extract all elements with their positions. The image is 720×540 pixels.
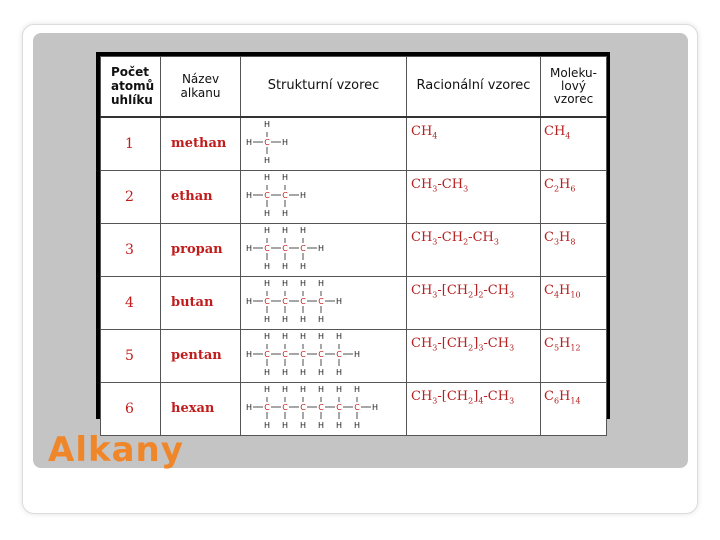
carbon-atom: C	[264, 243, 270, 253]
hydrogen-atom: H	[245, 296, 253, 306]
carbon-count: 5	[101, 329, 161, 382]
carbon-atom: C	[318, 349, 324, 359]
header-name: Název alkanu	[161, 57, 241, 117]
hydrogen-atom: H	[317, 384, 325, 394]
structural-formula-drawing	[241, 171, 405, 219]
hydrogen-atom: H	[353, 384, 361, 394]
alkane-name: pentan	[161, 329, 241, 382]
carbon-atom: C	[282, 296, 288, 306]
hydrogen-atom: H	[317, 367, 325, 377]
hydrogen-atom: H	[281, 384, 289, 394]
carbon-atom: C	[318, 402, 324, 412]
hydrogen-atom: H	[299, 331, 307, 341]
hydrogen-atom: H	[245, 402, 253, 412]
carbon-atom: C	[336, 349, 342, 359]
structural-formula-drawing	[241, 277, 405, 325]
structural-formula	[241, 329, 407, 382]
header-structural: Strukturní vzorec	[241, 57, 407, 117]
molecular-formula: $C_2H_6$	[541, 170, 607, 223]
hydrogen-atom: H	[281, 172, 289, 182]
hydrogen-atom: H	[353, 420, 361, 430]
hydrogen-atom: H	[335, 420, 343, 430]
hydrogen-atom: H	[299, 384, 307, 394]
hydrogen-atom: H	[317, 278, 325, 288]
hydrogen-atom: H	[281, 137, 289, 147]
carbon-atom: C	[264, 190, 270, 200]
structural-formula	[241, 382, 407, 435]
hydrogen-atom: H	[245, 349, 253, 359]
carbon-atom: C	[264, 137, 270, 147]
hydrogen-atom: H	[299, 367, 307, 377]
carbon-atom: C	[264, 349, 270, 359]
hydrogen-atom: H	[335, 296, 343, 306]
rational-formula: $CH_3-CH_3$	[407, 170, 541, 223]
hydrogen-atom: H	[263, 172, 271, 182]
alkane-name: hexan	[161, 382, 241, 435]
carbon-atom: C	[282, 190, 288, 200]
hydrogen-atom: H	[335, 331, 343, 341]
structural-formula-drawing	[241, 383, 405, 431]
header-rational: Racionální vzorec	[407, 57, 541, 117]
molecular-formula: $C_4H_{10}$	[541, 276, 607, 329]
carbon-count: 4	[101, 276, 161, 329]
hydrogen-atom: H	[281, 420, 289, 430]
rational-formula: $CH_3-[CH_2]_4-CH_3$	[407, 382, 541, 435]
hydrogen-atom: H	[263, 331, 271, 341]
structural-formula	[241, 223, 407, 276]
hydrogen-atom: H	[281, 331, 289, 341]
hydrogen-atom: H	[299, 261, 307, 271]
molecular-formula: $C_3H_8$	[541, 223, 607, 276]
rational-formula: $CH_3-[CH_2]_2-CH_3$	[407, 276, 541, 329]
rational-formula: $CH_3-CH_2-CH_3$	[407, 223, 541, 276]
hydrogen-atom: H	[263, 155, 271, 165]
alkane-name: methan	[161, 117, 241, 171]
table-row	[101, 382, 607, 435]
table-row	[101, 223, 607, 276]
carbon-count: 3	[101, 223, 161, 276]
carbon-atom: C	[264, 402, 270, 412]
hydrogen-atom: H	[263, 367, 271, 377]
carbon-atom: C	[300, 243, 306, 253]
hydrogen-atom: H	[299, 314, 307, 324]
alkanes-table	[100, 56, 607, 436]
structural-formula	[241, 276, 407, 329]
hydrogen-atom: H	[281, 225, 289, 235]
molecular-formula: $C_6H_{14}$	[541, 382, 607, 435]
carbon-atom: C	[282, 243, 288, 253]
hydrogen-atom: H	[281, 278, 289, 288]
rational-formula: $CH_4$	[407, 117, 541, 171]
hydrogen-atom: H	[263, 208, 271, 218]
hydrogen-atom: H	[317, 243, 325, 253]
hydrogen-atom: H	[317, 420, 325, 430]
hydrogen-atom: H	[263, 119, 271, 129]
hydrogen-atom: H	[245, 190, 253, 200]
hydrogen-atom: H	[263, 225, 271, 235]
structural-formula-drawing	[241, 118, 405, 166]
alkane-name: ethan	[161, 170, 241, 223]
hydrogen-atom: H	[245, 243, 253, 253]
molecular-formula: $CH_4$	[541, 117, 607, 171]
molecular-formula: $C_5H_{12}$	[541, 329, 607, 382]
carbon-atom: C	[300, 296, 306, 306]
hydrogen-atom: H	[299, 420, 307, 430]
table-row	[101, 276, 607, 329]
hydrogen-atom: H	[371, 402, 379, 412]
hydrogen-atom: H	[263, 278, 271, 288]
carbon-atom: C	[300, 349, 306, 359]
hydrogen-atom: H	[281, 367, 289, 377]
hydrogen-atom: H	[299, 278, 307, 288]
hydrogen-atom: H	[335, 384, 343, 394]
alkane-name: butan	[161, 276, 241, 329]
structural-formula-drawing	[241, 330, 405, 378]
table-row	[101, 170, 607, 223]
carbon-count: 6	[101, 382, 161, 435]
header-count: Počet atomů uhlíku	[101, 57, 161, 117]
hydrogen-atom: H	[263, 384, 271, 394]
hydrogen-atom: H	[317, 314, 325, 324]
header-molecular: Moleku-lový vzorec	[541, 57, 607, 117]
hydrogen-atom: H	[245, 137, 253, 147]
structural-formula	[241, 170, 407, 223]
structural-formula	[241, 117, 407, 171]
carbon-count: 1	[101, 117, 161, 171]
table-row	[101, 117, 607, 171]
hydrogen-atom: H	[281, 208, 289, 218]
hydrogen-atom: H	[263, 314, 271, 324]
hydrogen-atom: H	[317, 331, 325, 341]
carbon-count: 2	[101, 170, 161, 223]
hydrogen-atom: H	[263, 420, 271, 430]
hydrogen-atom: H	[353, 349, 361, 359]
carbon-atom: C	[336, 402, 342, 412]
carbon-atom: C	[318, 296, 324, 306]
carbon-atom: C	[354, 402, 360, 412]
table-header-row	[101, 57, 607, 117]
hydrogen-atom: H	[299, 225, 307, 235]
alkanes-table-wrap	[96, 52, 610, 430]
hydrogen-atom: H	[299, 190, 307, 200]
structural-formula-drawing	[241, 224, 405, 272]
hydrogen-atom: H	[281, 261, 289, 271]
carbon-atom: C	[264, 296, 270, 306]
carbon-atom: C	[300, 402, 306, 412]
carbon-atom: C	[282, 349, 288, 359]
slide-title: Alkany	[48, 430, 184, 470]
hydrogen-atom: H	[335, 367, 343, 377]
hydrogen-atom: H	[263, 261, 271, 271]
hydrogen-atom: H	[281, 314, 289, 324]
rational-formula: $CH_3-[CH_2]_3-CH_3$	[407, 329, 541, 382]
alkane-name: propan	[161, 223, 241, 276]
table-row	[101, 329, 607, 382]
carbon-atom: C	[282, 402, 288, 412]
